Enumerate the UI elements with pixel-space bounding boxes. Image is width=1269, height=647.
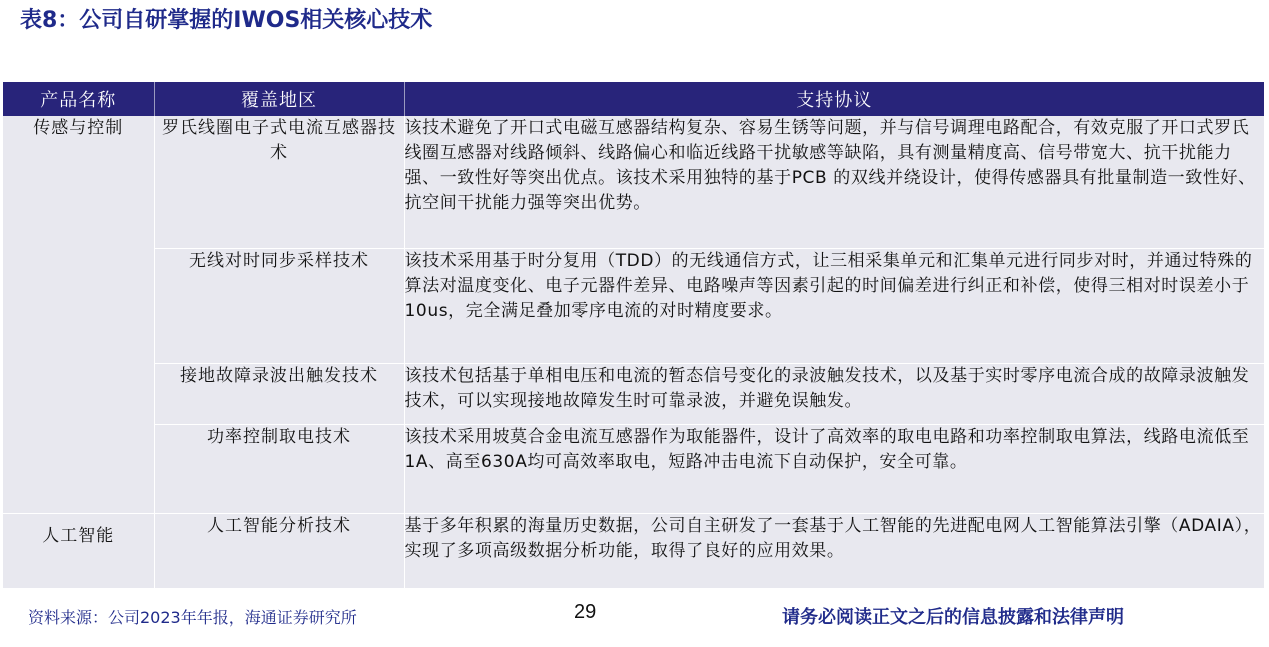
table-row (3, 116, 1264, 249)
region-cell: 人工智能分析技术 (154, 514, 404, 589)
page-number: 29 (574, 601, 597, 623)
product-cell-sensing-control: 传感与控制 (3, 116, 154, 514)
source-note: 资料来源：公司2023年年报，海通证券研究所 (28, 608, 357, 627)
header-product: 产品名称 (3, 82, 154, 116)
table-row (3, 249, 1264, 364)
region-cell: 无线对时同步采样技术 (154, 249, 404, 364)
region-cell: 接地故障录波出触发技术 (154, 364, 404, 425)
region-cell: 罗氏线圈电子式电流互感器技术 (154, 116, 404, 249)
tech-table-container (3, 82, 1264, 589)
support-cell: 基于多年积累的海量历史数据，公司自主研发了一套基于人工智能的先进配电网人工智能算法引擎（ADAIA），实现了多项高级数据分析功能，取得了良好的应用效果。 (404, 514, 1264, 589)
region-cell: 功率控制取电技术 (154, 425, 404, 514)
table-row (3, 514, 1264, 589)
table-header-row (3, 82, 1264, 116)
support-cell: 该技术包括基于单相电压和电流的暂态信号变化的录波触发技术，以及基于实时零序电流合成的故障录波触发技术，可以实现接地故障发生时可靠录波，并避免误触发。 (404, 364, 1264, 425)
support-cell: 该技术采用基于时分复用（TDD）的无线通信方式，让三相采集单元和汇集单元进行同步对时，并通过特殊的算法对温度变化、电子元器件差异、电路噪声等因素引起的时间偏差进行纠正和补偿，使得三相对时误差小于10us，完全满足叠加零序电流的对时精度要求。 (404, 249, 1264, 364)
header-region: 覆盖地区 (154, 82, 404, 116)
tech-table (3, 82, 1264, 589)
disclaimer-link: 请务必阅读正文之后的信息披露和法律声明 (782, 607, 1124, 628)
page-title: 表8：公司自研掌握的IWOS相关核心技术 (20, 8, 433, 33)
table-row (3, 364, 1264, 425)
table-row (3, 425, 1264, 514)
product-cell-ai: 人工智能 (3, 514, 154, 589)
support-cell: 该技术采用坡莫合金电流互感器作为取能器件，设计了高效率的取电电路和功率控制取电算法，线路电流低至1A、高至630A均可高效率取电，短路冲击电流下自动保护，安全可靠。 (404, 425, 1264, 514)
support-cell: 该技术避免了开口式电磁互感器结构复杂、容易生锈等问题，并与信号调理电路配合，有效克服了开口式罗氏线圈互感器对线路倾斜、线路偏心和临近线路干扰敏感等缺陷，具有测量精度高、信号带宽大、抗干扰能力强、一致性好等突出优点。该技术采用独特的基于PCB 的双线并绕设计，使得传感器具有批量制造一致性好、抗空间干扰能力强等突出优势。 (404, 116, 1264, 249)
header-support: 支持协议 (404, 82, 1264, 116)
